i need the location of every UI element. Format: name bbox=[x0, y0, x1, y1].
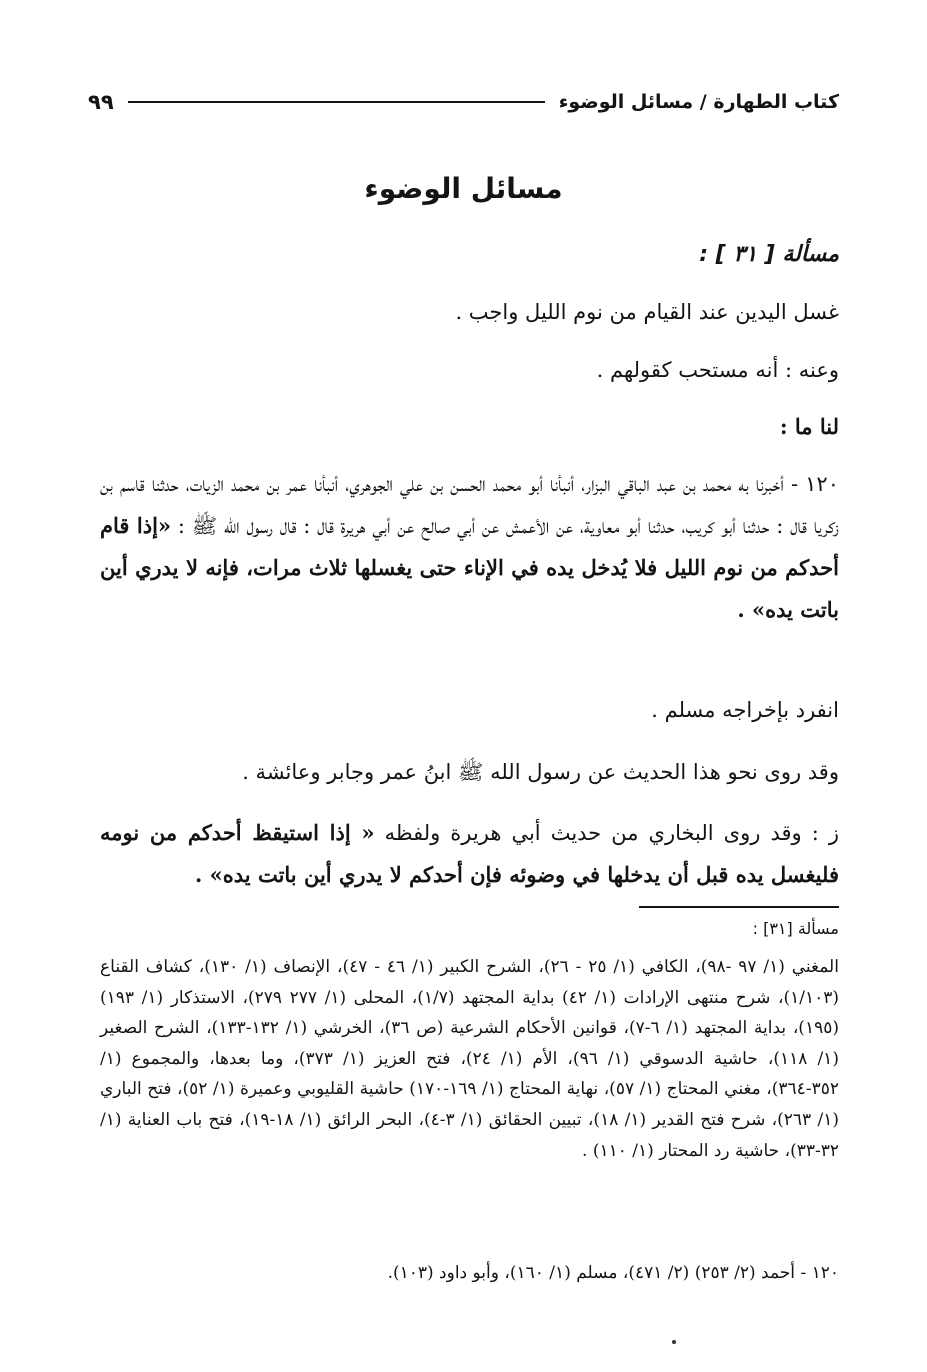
header-rule bbox=[128, 101, 545, 103]
hadith-isnad: ١٢٠ - أخبرنا به محمد بن عبد الباقي البزار، أنبأنا أبو محمد الحسن بن علي الجوهري، أنبأنا عمر بن محمد الزيات، حدثنا قاسم بن زكريا قال : حدثنا أبو كريب، حدثنا أبو معاوية، عن الأعمش عن أبي صالح عن أبي هريرة قال : قال رسول الله ﷺ : bbox=[100, 472, 839, 538]
running-header bbox=[88, 84, 839, 120]
alternate-opinion-paragraph: وعنه : أنه مستحب كقولهم . bbox=[596, 358, 839, 382]
running-header-title: كتاب الطهارة / مسائل الوضوء bbox=[558, 91, 839, 113]
takhrij-paragraph: انفرد بإخراجه مسلم . bbox=[651, 698, 839, 722]
footnote-rule bbox=[639, 906, 839, 908]
narrators-paragraph: وقد روى نحو هذا الحديث عن رسول الله ﷺ ابنُ عمر وجابر وعائشة . bbox=[242, 760, 839, 784]
bukhari-quote: « إذا استيقظ أحدكم من نومه فليغسل يده قبل أن يدخلها في وضوئه فإن أحدكم لا يدري أين باتت يده» . bbox=[100, 820, 839, 887]
hadith-matn: «إذا قام أحدكم من نوم الليل فلا يُدخل يده في الإناء حتى يغسلها ثلاث مرات، فإنه لا يدري أين باتت يده» . bbox=[100, 513, 839, 622]
ruling-paragraph: غسل اليدين عند القيام من نوم الليل واجب . bbox=[455, 300, 839, 324]
footnote-hadith-reference: ١٢٠ - أحمد (٢/ ٢٥٣) (٢/ ٤٧١)، مسلم (١/ ١٦٠)، وأبو داود (١٠٣). bbox=[387, 1263, 839, 1283]
footnote-heading: مسألة [٣١] : bbox=[752, 919, 839, 938]
chapter-title: مسائل الوضوء bbox=[364, 172, 563, 205]
scan-speck bbox=[672, 1340, 676, 1344]
footnote-sources: المغني (١/ ٩٧ -٩٨)، الكافي (١/ ٢٥ - ٢٦)، الشرح الكبير (١/ ٤٦ - ٤٧)، الإنصاف (١/ ١٣٠)، كشاف القناع (١/١٠٣)، شرح منتهى الإرادات (١/ ٤٢) بداية المجتهد (١/٧)، المحلى (١/ ٢٧٧ ٢٧٩)، الاستذكار (١/ ١٩٣) (١٩٥)، بداية المجتهد (١/ ٦-٧)، قوانين الأحكام الشرعية (ص ٣٦)، الخرشي (١/ ١٣٢-١٣٣)، الشرح الصغير (١/ ١١٨)، حاشية الدسوقي (١/ ٩٦)، الأم (١/ ٢٤)، فتح العزيز (١/ ٣٧٣)، وما بعدها، والمجموع (١/ ٣٥٢-٣٦٤)، مغني المحتاج (١/ ٥٧)، نهاية المحتاج (١/ ١٦٩-١٧٠) حاشية القليوبي وعميرة (١/ ٥٢)، فتح الباري (١/ ٢٦٣)، شرح فتح القدير (١/ ١٨)، تبيين الحقائق (١/ ٣-٤)، البحر الرائق (١/ ١٨-١٩)، فتح باب العناية (١/ ٣٢-٣٣)، حاشية رد المحتار (١/ ١١٠) . bbox=[100, 957, 840, 1161]
bukhari-intro: ز : وقد روى البخاري من حديث أبي هريرة ولفظه bbox=[384, 821, 839, 845]
evidence-intro: لنا ما : bbox=[779, 414, 839, 439]
bukhari-paragraph bbox=[100, 812, 839, 896]
hadith-120-paragraph bbox=[100, 464, 839, 631]
page-number: ٩٩ bbox=[88, 90, 114, 114]
masala-heading: مسألة [ ٣١ ] : bbox=[699, 242, 839, 267]
